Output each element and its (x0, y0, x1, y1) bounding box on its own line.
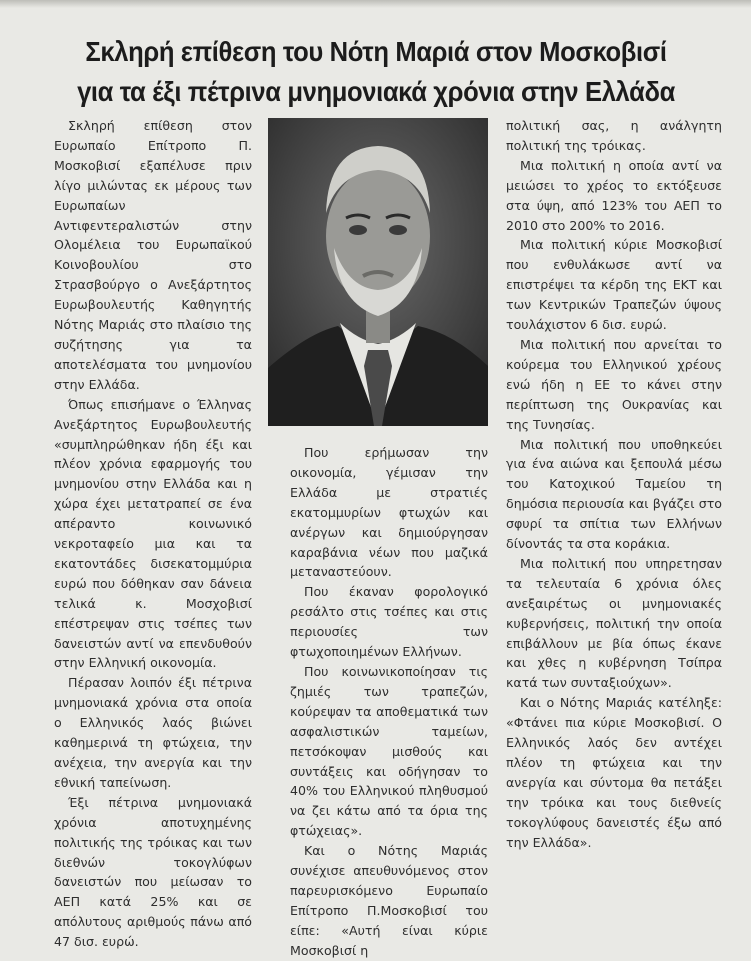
paragraph: Όπως επισήμανε ο Έλληνας Ανεξάρτητος Ευρωβουλευτής «συμπληρώθηκαν ήδη έξι και πλέον χρόνια εφαρμογής του μνημονίου στην Ελλάδα και η χώρα έχει μετατραπεί σε ένα απέραντο κοινωνικό νεκροταφείο μια και τα εκατοντάδες δισεκατομμύρια ευρώ που δόθηκαν σαν δάνεια τελικά κ. Μοσχοβισί επέστρεψαν στις τσέπες των δανειστών αντί να επενδυθούν στην Ελληνική οικονομία. (54, 396, 252, 671)
paragraph: Μια πολιτική που υπηρετησαν τα τελευταία 6 χρόνια όλες ανεξαιρέτως οι μνημονιακές κυβερνήσεις, πολιτική την οποία επιβάλλουν με βία όπως έκανε και χθες η κυβέρνηση Τσίπρα κατά των συνταξιούχων». (506, 555, 722, 691)
paragraph: Πέρασαν λοιπόν έξι πέτρινα μνημονιακά χρόνια στα οποία ο Ελληνικός λαός βιώνει καθημερινά τη φτώχεια, την ανέχεια, την ανεργία και την εθνική ταπείνωση. (54, 675, 252, 790)
paragraph: πολιτική σας, η ανάλγητη πολιτική της τρόικας. (506, 118, 722, 153)
paragraph: Μια πολιτική η οποία αντί να μειώσει το χρέος το εκτόξευσε στα ύψη, από 123% του ΑΕΠ το 2010 στο 200% το 2016. (506, 157, 722, 233)
headline-line-2: για τα έξι πέτρινα μνημονιακά χρόνια στην Ελλάδα (77, 76, 675, 107)
article-column-left (54, 116, 252, 952)
paragraph: Έξι πέτρινα μνημονιακά χρόνια αποτυχημένης πολιτικής της τρόικας και των διεθνών τοκογλύφων δανειστών που μείωσαν το ΑΕΠ κατά 25% και σε απόλυτους αριθμούς πάνω από 47 δισ. ευρώ. (54, 794, 252, 950)
article-column-middle (290, 443, 488, 961)
headline-line-1: Σκληρή επίθεση του Νότη Μαριά στον Μοσκοβισί (85, 36, 667, 67)
portrait-photo (268, 118, 488, 426)
article-column-right (506, 116, 722, 853)
paragraph: Που ερήμωσαν την οικονομία, γέμισαν την Ελλάδα με στρατιές εκατομμυρίων φτωχών και ανέργων και δημιούργησαν καραβάνια νέων που μαζικά μεταναστεύουν. (290, 445, 488, 580)
paragraph: Που έκαναν φορολογικό ρεσάλτο στις τσέπες και στις περιουσίες των φτωχοποιημένων Ελλήνων. (290, 584, 488, 660)
top-cut-strip (0, 0, 751, 8)
portrait-illustration (268, 118, 488, 426)
paragraph: Μια πολιτική που αρνείται το κούρεμα του Ελληνικού χρέους ενώ ήδη η ΕΕ το κάνει στην περίπτωση της Ουκρανίας και της Τυνησίας. (506, 336, 722, 432)
paragraph: Μια πολιτική που υποθηκεύει για ένα αιώνα και ξεπουλά μέσω του Κατοχικού Ταμείου τη δημόσια περιουσία και βγάζει στο σφυρί τα σπίτια των Ελλήνων δίνοντάς τα στα κοράκια. (506, 436, 722, 552)
article-headline (45, 32, 707, 112)
paragraph: Σκληρή επίθεση στον Ευρωπαίο Επίτροπο Π. Μοσκοβισί εξαπέλυσε πριν λίγο μιλώντας εκ μέρους των Ευρωπαίων Αντιφεντεραλιστών στην Ολομέλεια του Ευρωπαϊκού Κοινοβουλίου στο Στρασβούργο ο Ανεξάρτητος Ευρωβουλευτής Καθηγητής Νότης Μαριάς στο πλαίσιο της συζήτησης για τα αποτελέσματα του μνημονίου στην Ελλάδα. (54, 118, 252, 392)
paragraph: Μια πολιτική κύριε Μοσκοβισί που ενθυλάκωσε αντί να επιστρέψει τα κέρδη της ΕΚΤ και των Κεντρικών Τραπεζών ύψους τουλάχιστον 6 δισ. ευρώ. (506, 237, 722, 333)
paragraph: Και ο Νότης Μαριάς κατέληξε: «Φτάνει πια κύριε Μοσκοβισί. Ο Ελληνικός λαός δεν αντέχει πλέον τη φτώχεια και την ανεργία και σύντομα θα πετάξει την τρόικα και τους διεθνείς τοκογλύφους δανειστές έξω από την Ελλάδα». (506, 695, 722, 850)
paragraph: Που κοινωνικοποίησαν τις ζημιές των τραπεζών, κούρεψαν τα αποθεματικά των ασφαλιστικών ταμείων, πετσόκοψαν μισθούς και συντάξεις και οδήγησαν το 40% του Ελληνικού πληθυσμού να ζει κάτω από τα όρια της φτώχειας». (290, 663, 488, 839)
paragraph: Και ο Νότης Μαριάς συνέχισε απευθυνόμενος στον παρευρισκόμενο Ευρωπαίο Επίτροπο Π.Μοσκοβισί του είπε: «Αυτή είναι κύριε Μοσκοβισί η (290, 843, 488, 958)
